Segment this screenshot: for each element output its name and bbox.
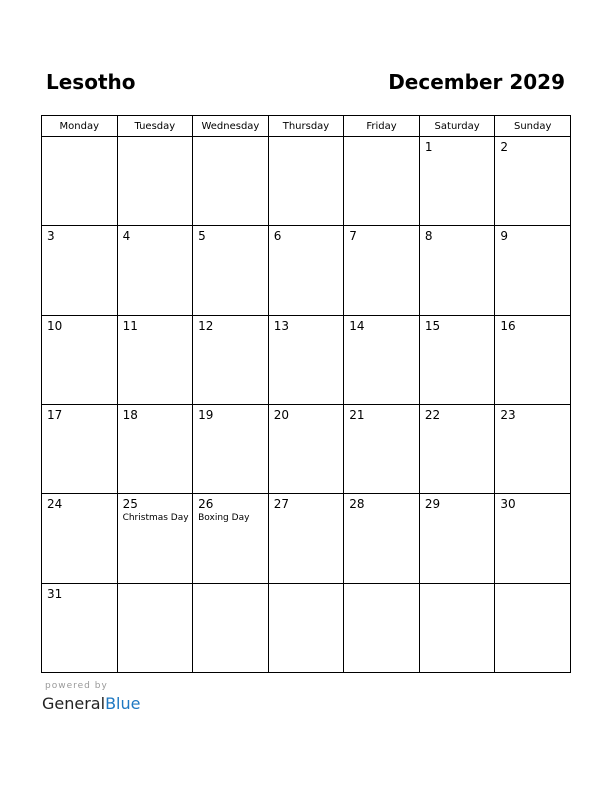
calendar-day-cell bbox=[495, 315, 571, 404]
calendar-day-cell bbox=[344, 226, 420, 315]
weekday-header: Monday bbox=[42, 116, 118, 137]
day-number: 27 bbox=[273, 497, 289, 512]
calendar-day-cell bbox=[117, 494, 193, 583]
calendar-day-cell bbox=[42, 137, 118, 226]
calendar-day-cell bbox=[42, 404, 118, 493]
calendar-day-cell bbox=[268, 315, 344, 404]
calendar-month-title: December 2029 bbox=[388, 70, 565, 94]
calendar-day-cell bbox=[117, 404, 193, 493]
calendar-day-cell bbox=[419, 226, 495, 315]
calendar-week-row bbox=[42, 315, 571, 404]
day-number: 26 bbox=[198, 497, 214, 512]
weekday-header: Wednesday bbox=[193, 116, 269, 137]
day-number: 13 bbox=[273, 318, 289, 333]
day-number: 4 bbox=[122, 229, 131, 244]
calendar-day-cell bbox=[419, 404, 495, 493]
calendar-day-cell bbox=[495, 226, 571, 315]
day-number: 9 bbox=[500, 229, 509, 244]
calendar-day-cell bbox=[419, 494, 495, 583]
calendar-day-cell bbox=[193, 583, 269, 672]
day-number: 10 bbox=[47, 318, 63, 333]
day-number: 3 bbox=[47, 229, 55, 244]
day-number: 1 bbox=[424, 140, 433, 154]
day-number: 15 bbox=[424, 318, 441, 333]
day-number: 19 bbox=[198, 407, 214, 422]
calendar-day-cell bbox=[193, 226, 269, 315]
day-number: 28 bbox=[349, 497, 365, 512]
weekday-header: Sunday bbox=[495, 116, 571, 137]
calendar-day-cell bbox=[42, 315, 118, 404]
calendar-week-row bbox=[42, 404, 571, 493]
calendar-day-cell bbox=[117, 226, 193, 315]
holiday-label: Christmas Day bbox=[122, 513, 189, 524]
day-number: 23 bbox=[500, 407, 516, 422]
calendar-day-cell bbox=[419, 315, 495, 404]
weekday-header: Friday bbox=[344, 116, 420, 137]
powered-by-text: powered by bbox=[45, 681, 108, 691]
holiday-label: Boxing Day bbox=[198, 513, 250, 524]
calendar-day-cell bbox=[268, 583, 344, 672]
calendar-grid bbox=[41, 115, 571, 673]
calendar-day-cell bbox=[42, 494, 118, 583]
brand-general-text: General bbox=[42, 694, 106, 713]
calendar-day-cell bbox=[42, 583, 118, 672]
calendar-day-cell bbox=[268, 226, 344, 315]
day-number: 17 bbox=[47, 407, 63, 422]
calendar-body bbox=[42, 137, 571, 673]
calendar-day-cell bbox=[419, 137, 495, 226]
day-number: 6 bbox=[273, 229, 282, 244]
calendar-day-cell bbox=[495, 404, 571, 493]
day-number: 2 bbox=[500, 140, 509, 154]
calendar-day-cell bbox=[117, 137, 193, 226]
day-number: 31 bbox=[47, 586, 63, 601]
calendar-day-cell bbox=[419, 583, 495, 672]
calendar-day-cell bbox=[344, 583, 420, 672]
calendar-day-cell bbox=[117, 315, 193, 404]
calendar-day-cell bbox=[495, 583, 571, 672]
calendar-week-row bbox=[42, 137, 571, 226]
calendar-country-title: Lesotho bbox=[46, 70, 136, 94]
weekday-header: Saturday bbox=[419, 116, 495, 137]
calendar-day-cell bbox=[117, 583, 193, 672]
calendar-day-cell bbox=[344, 137, 420, 226]
calendar-week-row bbox=[42, 494, 571, 583]
calendar-day-cell bbox=[495, 494, 571, 583]
calendar-day-cell bbox=[344, 404, 420, 493]
day-number: 22 bbox=[424, 407, 441, 422]
calendar-day-cell bbox=[495, 137, 571, 226]
calendar-day-cell bbox=[344, 494, 420, 583]
weekday-header: Tuesday bbox=[117, 116, 193, 137]
day-number: 24 bbox=[47, 497, 63, 512]
day-number: 11 bbox=[122, 318, 138, 333]
day-number: 7 bbox=[349, 229, 357, 244]
weekday-header-row bbox=[42, 116, 571, 137]
day-number: 18 bbox=[122, 407, 138, 422]
calendar-day-cell bbox=[268, 404, 344, 493]
day-number: 5 bbox=[198, 229, 206, 244]
calendar-week-row bbox=[42, 583, 571, 672]
calendar-day-cell bbox=[268, 494, 344, 583]
calendar-day-cell bbox=[42, 226, 118, 315]
calendar-day-cell bbox=[193, 315, 269, 404]
calendar-day-cell bbox=[193, 494, 269, 583]
calendar-day-cell bbox=[268, 137, 344, 226]
day-number: 21 bbox=[349, 407, 365, 422]
calendar-day-cell bbox=[344, 315, 420, 404]
day-number: 12 bbox=[198, 318, 214, 333]
day-number: 30 bbox=[500, 497, 516, 512]
day-number: 25 bbox=[122, 497, 138, 512]
calendar-day-cell bbox=[193, 404, 269, 493]
calendar-day-cell bbox=[193, 137, 269, 226]
day-number: 16 bbox=[500, 318, 516, 333]
weekday-header: Thursday bbox=[268, 116, 344, 137]
day-number: 29 bbox=[424, 497, 441, 512]
day-number: 8 bbox=[424, 229, 433, 244]
generalblue-logo bbox=[42, 694, 140, 713]
calendar-week-row bbox=[42, 226, 571, 315]
brand-blue-text: Blue bbox=[105, 694, 141, 713]
day-number: 20 bbox=[273, 407, 289, 422]
day-number: 14 bbox=[349, 318, 365, 333]
